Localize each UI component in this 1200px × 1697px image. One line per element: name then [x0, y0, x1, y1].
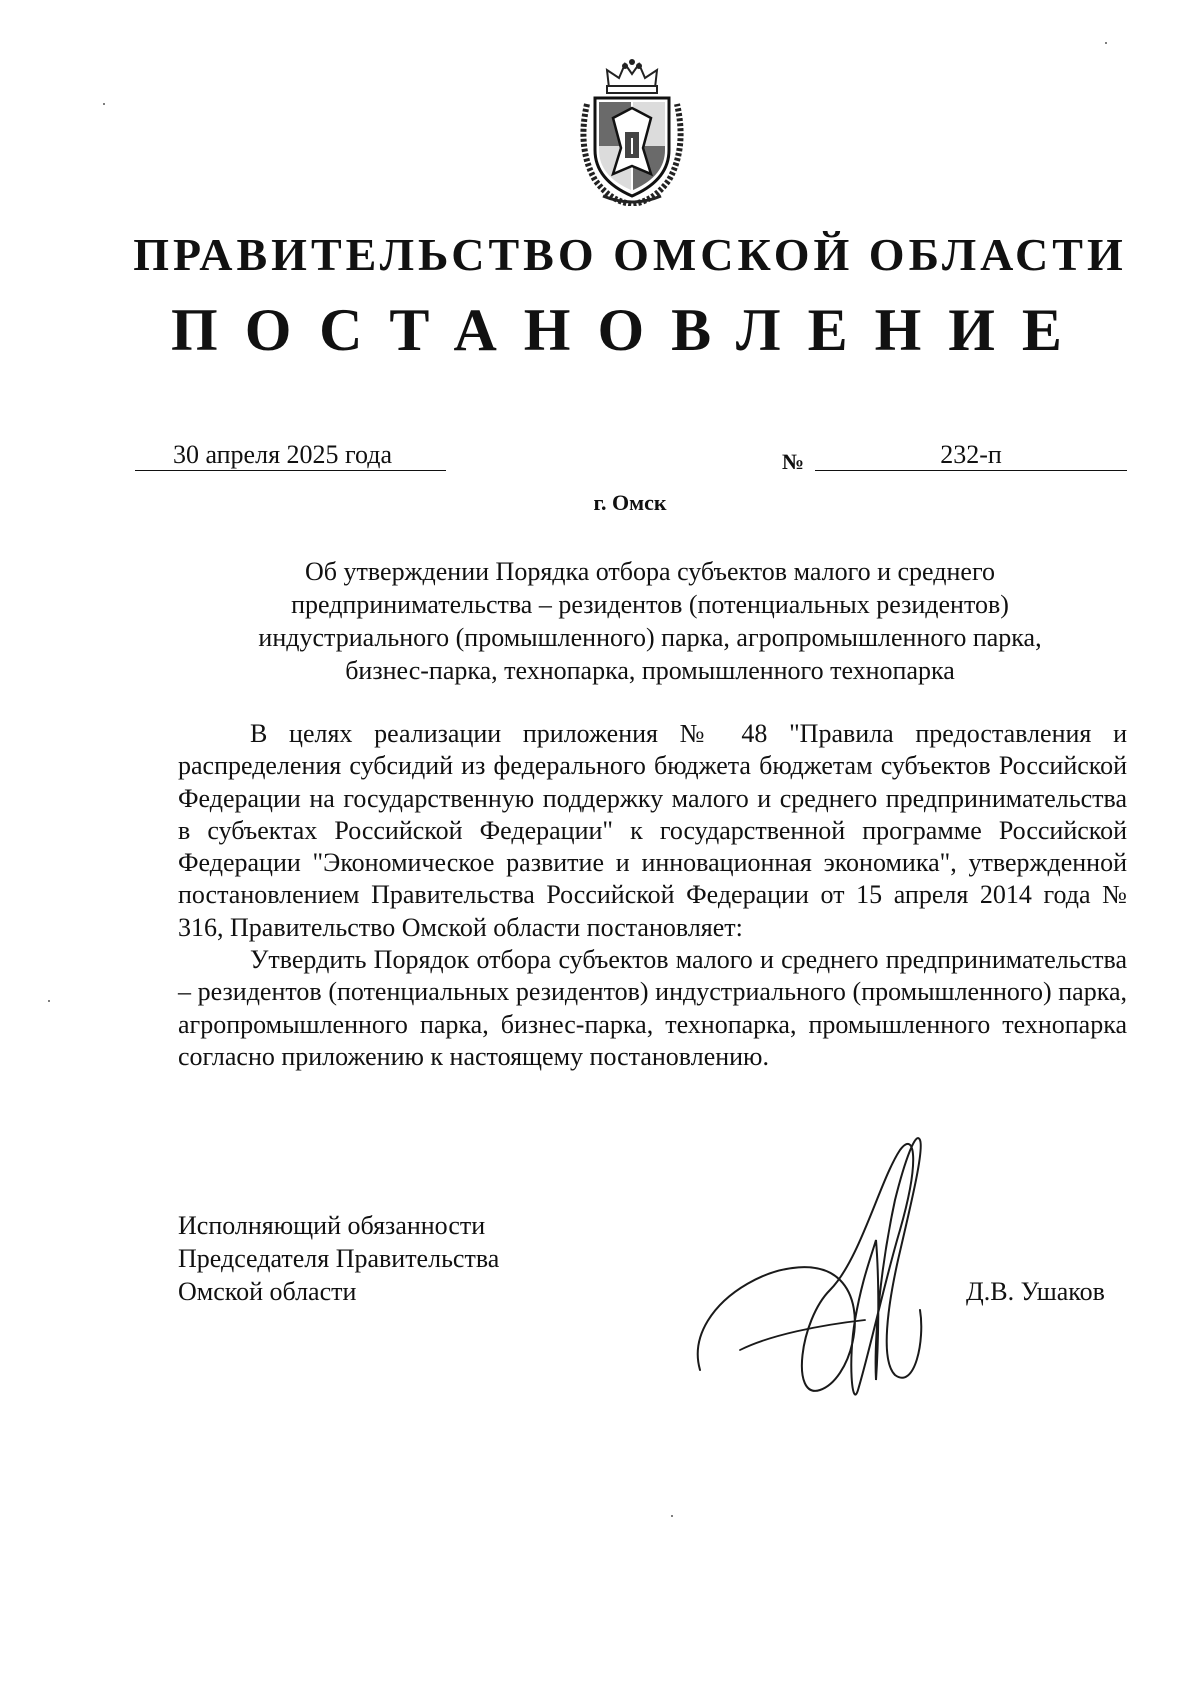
scan-speck: [671, 1515, 673, 1517]
document-subject: Об утверждении Порядка отбора субъектов малого и среднего предпринимательства – резидентов (потенциальных резидентов) индустриального (промышленного) парка, агропромышленного парка, бизнес-парка, технопарка, промышленного технопарка: [258, 557, 1042, 685]
signer-position: [178, 1209, 499, 1308]
signer-position-line: Председателя Правительства: [178, 1244, 500, 1273]
document-number: 232-п: [940, 440, 1002, 469]
document-date-field: [135, 440, 446, 471]
document-number-field: [815, 440, 1127, 471]
handwritten-signature-icon: [680, 1120, 1000, 1420]
scan-speck: [48, 1000, 50, 1002]
city-of-issue: г. Омск: [593, 490, 667, 515]
document-date: 30 апреля 2025 года: [172, 440, 393, 469]
signer-position-line: Омской области: [178, 1277, 357, 1306]
scan-speck: [1105, 42, 1107, 44]
document-kind-title: ПОСТАНОВЛЕНИЕ: [171, 297, 1089, 363]
coat-of-arms-icon: [573, 58, 691, 206]
signer-name: Д.В. Ушаков: [966, 1277, 1105, 1306]
government-title: ПРАВИТЕЛЬСТВО ОМСКОЙ ОБЛАСТИ: [133, 229, 1127, 280]
number-label: №: [782, 449, 805, 474]
document-body: [178, 718, 1127, 1073]
scan-speck: [103, 103, 105, 105]
preamble-paragraph: В целях реализации приложения № 48 "Правила предоставления и распределения субсидий из федерального бюджета бюджетам субъектов Российской Федерации на государственную поддержку малого и среднего предпринимательства в субъектах Российской Федерации" к государственной программе Российской Федерации "Экономическое развитие и инновационная экономика", утвержденной постановлением Правительства Российской Федерации от 15 апреля 2014 года № 316, Правительство Омской области постановляет:: [178, 719, 1127, 942]
resolution-paragraph: Утвердить Порядок отбора субъектов малого и среднего предпринимательства – резидентов (потенциальных резидентов) индустриального (промышленного) парка, агропромышленного парка, бизнес-парка, технопарка, промышленного технопарка согласно приложению к настоящему постановлению.: [178, 945, 1127, 1071]
signer-position-line: Исполняющий обязанности: [178, 1211, 486, 1240]
